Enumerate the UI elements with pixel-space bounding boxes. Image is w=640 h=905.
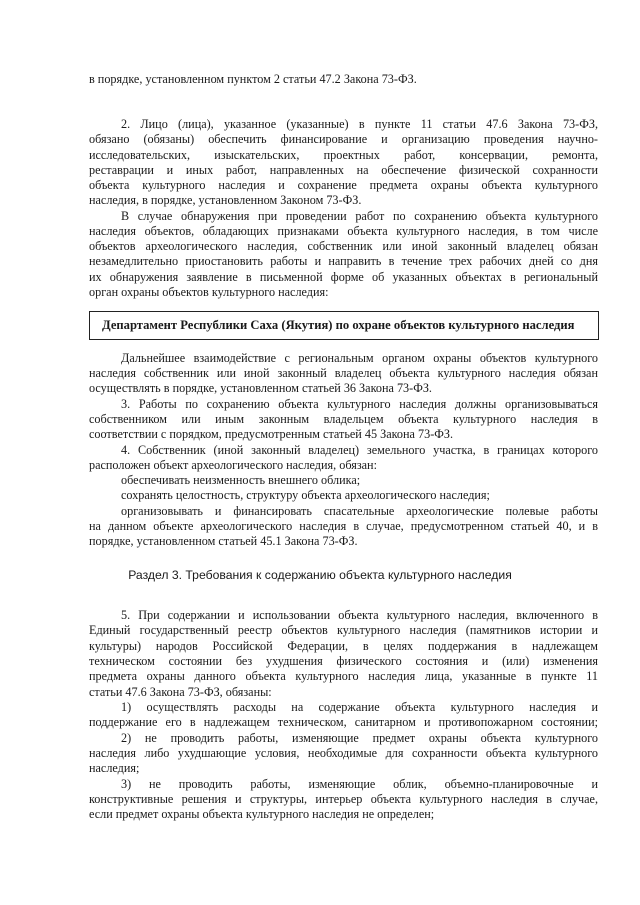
text-line: предмета охраны данного объекта культурного наследия лица, указанные в пункте 11: [89, 669, 598, 683]
text-line: конструктивные решения и структуры, интерьер объекта культурного наследия в случае,: [89, 792, 598, 806]
text-line: на данном объекте археологического наследия в случае, предусмотренном статьей 40, и в: [89, 519, 598, 533]
list-item: обеспечивать неизменность внешнего облика;: [121, 473, 361, 487]
text-line: наследия либо ухудшающие условия, необходимые для сохранности объекта культурного: [89, 746, 598, 760]
text-line: культуры) народов Российской Федерации, в целях поддержания в надлежащем: [89, 639, 598, 653]
text-line: наследия объектов, обладающих признаками объекта культурного наследия, в том числе: [89, 224, 598, 238]
authority-box: [89, 311, 599, 340]
text-line: незамедлительно приостановить работы и направить в течение трех рабочих дней со дня: [89, 254, 598, 268]
text-line: поддержание его в надлежащем техническом, санитарном и противопожарном состоянии;: [89, 715, 598, 729]
text-line: Единый государственный реестр объектов культурного наследия (памятников истории и: [89, 623, 598, 637]
list-item-3: 3) не проводить работы, изменяющие облик, объемно-планировочные и: [121, 777, 598, 791]
paragraph-5-line-1: 5. При содержании и использовании объекта культурного наследия, включенного в: [121, 608, 598, 622]
text-line: реставрации и иных работ, направленных на обеспечение физической сохранности: [89, 163, 598, 177]
section-3-heading: Раздел 3. Требования к содержанию объекта культурного наследия: [128, 568, 512, 582]
authority-name: Департамент Республики Саха (Якутия) по охране объектов культурного наследия: [102, 318, 575, 332]
text-line: объектов археологического наследия, собственник или иной законный владелец обязан: [89, 239, 598, 253]
list-item-1: 1) осуществлять расходы на содержание объекта культурного наследия и: [121, 700, 598, 714]
text-line: порядке, установленном статьей 45.1 Закона 73-ФЗ.: [89, 534, 358, 548]
text-line: обязано (обязаны) обеспечить финансирование и организацию проведения научно-: [89, 132, 598, 146]
text-line: наследия;: [89, 761, 140, 775]
text-line: их обнаружения заявление в письменной форме об указанных объектах в региональный: [89, 270, 598, 284]
text-line: если предмет охраны объекта культурного наследия не определен;: [89, 807, 435, 821]
list-item: организовывать и финансировать спасательные археологические полевые работы: [121, 504, 598, 518]
text-line: соответствии с порядком, предусмотренным статьей 45 Закона 73-ФЗ.: [89, 427, 454, 441]
text-line: исследовательских, изыскательских, проектных работ, консервации, ремонта,: [89, 148, 598, 162]
paragraph-2-line-1: 2. Лицо (лица), указанное (указанные) в пункте 11 статьи 47.6 Закона 73-ФЗ,: [121, 117, 598, 131]
paragraph-4-line-1: 4. Собственник (иной законный владелец) земельного участка, в границах которого: [121, 443, 598, 457]
paragraph-interaction-line-1: Дальнейшее взаимодействие с региональным органом охраны объектов культурного: [121, 351, 598, 365]
text-line: наследия, в порядке, установленном Законом 73-ФЗ.: [89, 193, 362, 207]
text-line: осуществлять в порядке, установленном статьей 36 Закона 73-ФЗ.: [89, 381, 432, 395]
paragraph-3-line-1: 3. Работы по сохранению объекта культурного наследия должны организовываться: [121, 397, 598, 411]
text-line: расположен объект археологического наследия, обязан:: [89, 458, 377, 472]
list-item: сохранять целостность, структуру объекта археологического наследия;: [121, 488, 490, 502]
text-line: статьи 47.6 Закона 73-ФЗ, обязаны:: [89, 685, 272, 699]
text-line: наследия собственник или иной законный владелец объекта культурного наследия обязан: [89, 366, 598, 380]
text-line: в порядке, установленном пунктом 2 статьи 47.2 Закона 73-ФЗ.: [89, 72, 417, 86]
paragraph-discovery-line-1: В случае обнаружения при проведении работ по сохранению объекта культурного: [121, 209, 598, 223]
list-item-2: 2) не проводить работы, изменяющие предмет охраны объекта культурного: [121, 731, 598, 745]
text-line: техническом состоянии без ухудшения физического состояния и (или) изменения: [89, 654, 598, 668]
text-line: объекта культурного наследия и сохранение предмета охраны объекта культурного: [89, 178, 598, 192]
text-line: собственником или иным законным владельцем объекта культурного наследия в: [89, 412, 598, 426]
text-line: орган охраны объектов культурного наследия:: [89, 285, 329, 299]
